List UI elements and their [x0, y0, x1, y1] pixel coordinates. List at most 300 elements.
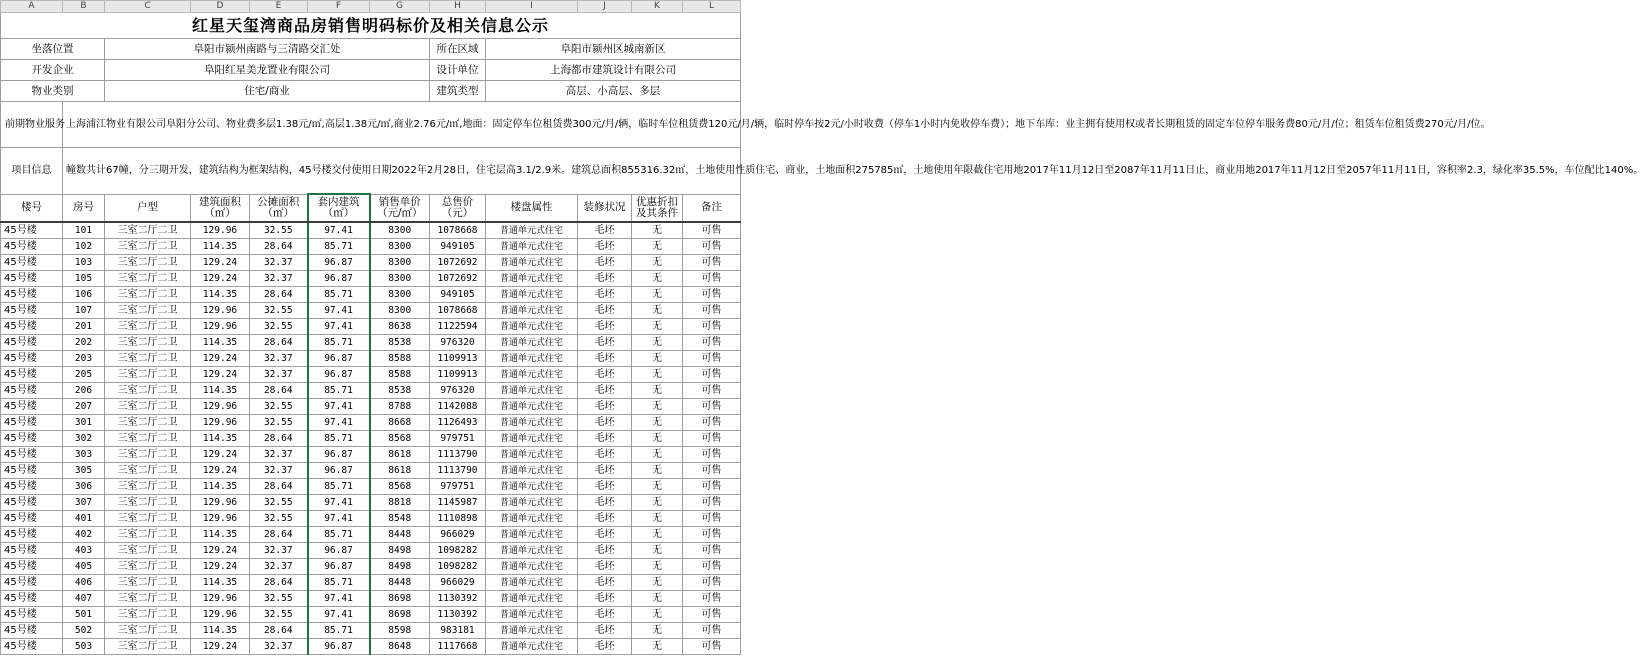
- cell-shared-area[interactable]: 28.64: [250, 383, 308, 399]
- cell-layout[interactable]: 三室二厅二卫: [105, 319, 191, 335]
- cell-shared-area[interactable]: 32.37: [250, 639, 308, 655]
- header-decoration[interactable]: 装修状况: [578, 194, 632, 222]
- cell-shared-area[interactable]: 32.55: [250, 319, 308, 335]
- cell-building[interactable]: 45号楼: [1, 335, 63, 351]
- cell-inner-area[interactable]: 96.87: [308, 351, 370, 367]
- cell-decoration[interactable]: 毛坯: [578, 575, 632, 591]
- header-property-attr[interactable]: 楼盘属性: [486, 194, 578, 222]
- cell-floor-area[interactable]: 129.24: [191, 463, 250, 479]
- cell-inner-area[interactable]: 85.71: [308, 431, 370, 447]
- cell-building[interactable]: 45号楼: [1, 607, 63, 623]
- cell-floor-area[interactable]: 114.35: [191, 335, 250, 351]
- cell-unit-price[interactable]: 8300: [370, 303, 430, 319]
- cell-remark[interactable]: 可售: [683, 222, 741, 239]
- header-inner-area[interactable]: 套内建筑（㎡）: [308, 194, 370, 222]
- cell-total-price[interactable]: 1126493: [430, 415, 486, 431]
- cell-total-price[interactable]: 1078668: [430, 222, 486, 239]
- cell-total-price[interactable]: 1142088: [430, 399, 486, 415]
- cell-shared-area[interactable]: 28.64: [250, 287, 308, 303]
- cell-room[interactable]: 405: [63, 559, 105, 575]
- cell-room[interactable]: 102: [63, 239, 105, 255]
- cell-unit-price[interactable]: 8448: [370, 527, 430, 543]
- cell-discount[interactable]: 无: [632, 383, 683, 399]
- cell-building[interactable]: 45号楼: [1, 431, 63, 447]
- cell-property-attr[interactable]: 普通单元式住宅: [486, 575, 578, 591]
- cell-inner-area[interactable]: 97.41: [308, 415, 370, 431]
- building-type-value[interactable]: 高层、小高层、多层: [486, 81, 741, 102]
- developer-value[interactable]: 阜阳红星美龙置业有限公司: [105, 60, 430, 81]
- cell-shared-area[interactable]: 28.64: [250, 623, 308, 639]
- cell-property-attr[interactable]: 普通单元式住宅: [486, 447, 578, 463]
- cell-discount[interactable]: 无: [632, 495, 683, 511]
- cell-unit-price[interactable]: 8788: [370, 399, 430, 415]
- header-building[interactable]: 楼号: [1, 194, 63, 222]
- cell-discount[interactable]: 无: [632, 222, 683, 239]
- cell-decoration[interactable]: 毛坯: [578, 367, 632, 383]
- cell-property-attr[interactable]: 普通单元式住宅: [486, 367, 578, 383]
- cell-floor-area[interactable]: 129.96: [191, 415, 250, 431]
- cell-remark[interactable]: 可售: [683, 591, 741, 607]
- cell-unit-price[interactable]: 8300: [370, 239, 430, 255]
- cell-total-price[interactable]: 976320: [430, 335, 486, 351]
- cell-total-price[interactable]: 949105: [430, 287, 486, 303]
- cell-total-price[interactable]: 979751: [430, 431, 486, 447]
- cell-shared-area[interactable]: 28.64: [250, 527, 308, 543]
- cell-building[interactable]: 45号楼: [1, 591, 63, 607]
- cell-remark[interactable]: 可售: [683, 335, 741, 351]
- cell-property-attr[interactable]: 普通单元式住宅: [486, 303, 578, 319]
- cell-decoration[interactable]: 毛坯: [578, 255, 632, 271]
- cell-floor-area[interactable]: 114.35: [191, 287, 250, 303]
- cell-shared-area[interactable]: 32.55: [250, 607, 308, 623]
- cell-room[interactable]: 107: [63, 303, 105, 319]
- cell-unit-price[interactable]: 8300: [370, 255, 430, 271]
- cell-total-price[interactable]: 966029: [430, 527, 486, 543]
- cell-layout[interactable]: 三室二厅二卫: [105, 511, 191, 527]
- cell-room[interactable]: 203: [63, 351, 105, 367]
- cell-layout[interactable]: 三室二厅二卫: [105, 415, 191, 431]
- cell-remark[interactable]: 可售: [683, 575, 741, 591]
- cell-building[interactable]: 45号楼: [1, 383, 63, 399]
- cell-shared-area[interactable]: 32.37: [250, 559, 308, 575]
- cell-room[interactable]: 103: [63, 255, 105, 271]
- column-header-E[interactable]: E: [250, 1, 308, 13]
- cell-floor-area[interactable]: 129.96: [191, 607, 250, 623]
- cell-property-attr[interactable]: 普通单元式住宅: [486, 511, 578, 527]
- cell-total-price[interactable]: 1098282: [430, 543, 486, 559]
- cell-remark[interactable]: 可售: [683, 303, 741, 319]
- column-header-J[interactable]: J: [578, 1, 632, 13]
- cell-discount[interactable]: 无: [632, 287, 683, 303]
- cell-room[interactable]: 401: [63, 511, 105, 527]
- cell-shared-area[interactable]: 28.64: [250, 431, 308, 447]
- cell-shared-area[interactable]: 32.55: [250, 303, 308, 319]
- cell-unit-price[interactable]: 8548: [370, 511, 430, 527]
- column-header-I[interactable]: I: [486, 1, 578, 13]
- cell-total-price[interactable]: 976320: [430, 383, 486, 399]
- district-label[interactable]: 所在区域: [430, 39, 486, 60]
- header-discount[interactable]: 优惠折扣及其条件: [632, 194, 683, 222]
- cell-floor-area[interactable]: 114.35: [191, 431, 250, 447]
- cell-layout[interactable]: 三室二厅二卫: [105, 303, 191, 319]
- project-label[interactable]: 项目信息: [1, 148, 63, 195]
- cell-remark[interactable]: 可售: [683, 479, 741, 495]
- column-header-F[interactable]: F: [308, 1, 370, 13]
- cell-room[interactable]: 302: [63, 431, 105, 447]
- cell-total-price[interactable]: 1130392: [430, 607, 486, 623]
- cell-building[interactable]: 45号楼: [1, 303, 63, 319]
- column-header-G[interactable]: G: [370, 1, 430, 13]
- cell-remark[interactable]: 可售: [683, 543, 741, 559]
- service-label[interactable]: 前期物业服务: [1, 102, 63, 148]
- cell-layout[interactable]: 三室二厅二卫: [105, 383, 191, 399]
- cell-property-attr[interactable]: 普通单元式住宅: [486, 271, 578, 287]
- cell-discount[interactable]: 无: [632, 479, 683, 495]
- cell-shared-area[interactable]: 32.55: [250, 222, 308, 239]
- cell-remark[interactable]: 可售: [683, 495, 741, 511]
- service-value[interactable]: 上海浦江物业有限公司阜阳分公司、物业费多层1.38元/㎡,高层1.38元/㎡,商业2.76元/㎡,地面：固定停车位租赁费300元/月/辆，临时车位租赁费120元/月/辆，临时停车按2元/小时收费（停车1小时内免收停车费）；地下车库：业主拥有使用权或者长期租赁的固定车位停车服务费80元/月/位；租赁车位租赁费270元/月/位。: [63, 102, 741, 148]
- cell-inner-area[interactable]: 85.71: [308, 287, 370, 303]
- cell-discount[interactable]: 无: [632, 559, 683, 575]
- cell-discount[interactable]: 无: [632, 239, 683, 255]
- cell-room[interactable]: 303: [63, 447, 105, 463]
- cell-remark[interactable]: 可售: [683, 271, 741, 287]
- cell-room[interactable]: 502: [63, 623, 105, 639]
- cell-layout[interactable]: 三室二厅二卫: [105, 591, 191, 607]
- cell-total-price[interactable]: 1130392: [430, 591, 486, 607]
- cell-floor-area[interactable]: 129.24: [191, 447, 250, 463]
- cell-total-price[interactable]: 1113790: [430, 463, 486, 479]
- cell-building[interactable]: 45号楼: [1, 319, 63, 335]
- cell-discount[interactable]: 无: [632, 271, 683, 287]
- cell-decoration[interactable]: 毛坯: [578, 447, 632, 463]
- cell-layout[interactable]: 三室二厅二卫: [105, 559, 191, 575]
- cell-room[interactable]: 407: [63, 591, 105, 607]
- cell-total-price[interactable]: 949105: [430, 239, 486, 255]
- cell-remark[interactable]: 可售: [683, 367, 741, 383]
- cell-inner-area[interactable]: 85.71: [308, 239, 370, 255]
- cell-layout[interactable]: 三室二厅二卫: [105, 351, 191, 367]
- cell-floor-area[interactable]: 129.96: [191, 303, 250, 319]
- cell-shared-area[interactable]: 32.37: [250, 447, 308, 463]
- cell-remark[interactable]: 可售: [683, 447, 741, 463]
- cell-building[interactable]: 45号楼: [1, 222, 63, 239]
- cell-decoration[interactable]: 毛坯: [578, 303, 632, 319]
- cell-building[interactable]: 45号楼: [1, 287, 63, 303]
- cell-total-price[interactable]: 1078668: [430, 303, 486, 319]
- cell-layout[interactable]: 三室二厅二卫: [105, 399, 191, 415]
- cell-decoration[interactable]: 毛坯: [578, 383, 632, 399]
- property-type-value[interactable]: 住宅/商业: [105, 81, 430, 102]
- cell-total-price[interactable]: 966029: [430, 575, 486, 591]
- cell-room[interactable]: 301: [63, 415, 105, 431]
- cell-floor-area[interactable]: 129.96: [191, 399, 250, 415]
- cell-total-price[interactable]: 1122594: [430, 319, 486, 335]
- cell-layout[interactable]: 三室二厅二卫: [105, 367, 191, 383]
- cell-property-attr[interactable]: 普通单元式住宅: [486, 287, 578, 303]
- header-shared-area[interactable]: 公摊面积（㎡）: [250, 194, 308, 222]
- property-type-label[interactable]: 物业类别: [1, 81, 105, 102]
- cell-room[interactable]: 402: [63, 527, 105, 543]
- cell-unit-price[interactable]: 8300: [370, 287, 430, 303]
- cell-decoration[interactable]: 毛坯: [578, 623, 632, 639]
- cell-layout[interactable]: 三室二厅二卫: [105, 623, 191, 639]
- cell-discount[interactable]: 无: [632, 399, 683, 415]
- column-header-C[interactable]: C: [105, 1, 191, 13]
- cell-unit-price[interactable]: 8568: [370, 479, 430, 495]
- cell-room[interactable]: 206: [63, 383, 105, 399]
- cell-room[interactable]: 202: [63, 335, 105, 351]
- cell-room[interactable]: 205: [63, 367, 105, 383]
- cell-property-attr[interactable]: 普通单元式住宅: [486, 383, 578, 399]
- cell-shared-area[interactable]: 32.55: [250, 415, 308, 431]
- header-unit-price[interactable]: 销售单价（元/㎡）: [370, 194, 430, 222]
- cell-unit-price[interactable]: 8648: [370, 639, 430, 655]
- cell-building[interactable]: 45号楼: [1, 559, 63, 575]
- cell-shared-area[interactable]: 32.37: [250, 367, 308, 383]
- cell-decoration[interactable]: 毛坯: [578, 351, 632, 367]
- cell-unit-price[interactable]: 8300: [370, 222, 430, 239]
- cell-decoration[interactable]: 毛坯: [578, 463, 632, 479]
- cell-property-attr[interactable]: 普通单元式住宅: [486, 495, 578, 511]
- cell-discount[interactable]: 无: [632, 351, 683, 367]
- cell-inner-area[interactable]: 96.87: [308, 559, 370, 575]
- cell-layout[interactable]: 三室二厅二卫: [105, 527, 191, 543]
- cell-property-attr[interactable]: 普通单元式住宅: [486, 255, 578, 271]
- cell-property-attr[interactable]: 普通单元式住宅: [486, 607, 578, 623]
- cell-unit-price[interactable]: 8588: [370, 351, 430, 367]
- cell-layout[interactable]: 三室二厅二卫: [105, 271, 191, 287]
- cell-inner-area[interactable]: 97.41: [308, 303, 370, 319]
- cell-floor-area[interactable]: 129.24: [191, 271, 250, 287]
- cell-shared-area[interactable]: 32.37: [250, 271, 308, 287]
- cell-inner-area[interactable]: 96.87: [308, 367, 370, 383]
- cell-building[interactable]: 45号楼: [1, 271, 63, 287]
- cell-discount[interactable]: 无: [632, 367, 683, 383]
- cell-remark[interactable]: 可售: [683, 399, 741, 415]
- cell-shared-area[interactable]: 32.37: [250, 463, 308, 479]
- cell-inner-area[interactable]: 85.71: [308, 479, 370, 495]
- cell-shared-area[interactable]: 28.64: [250, 575, 308, 591]
- cell-decoration[interactable]: 毛坯: [578, 527, 632, 543]
- cell-floor-area[interactable]: 129.24: [191, 255, 250, 271]
- cell-building[interactable]: 45号楼: [1, 527, 63, 543]
- cell-unit-price[interactable]: 8698: [370, 607, 430, 623]
- cell-layout[interactable]: 三室二厅二卫: [105, 543, 191, 559]
- cell-inner-area[interactable]: 96.87: [308, 271, 370, 287]
- cell-decoration[interactable]: 毛坯: [578, 591, 632, 607]
- cell-unit-price[interactable]: 8538: [370, 335, 430, 351]
- cell-shared-area[interactable]: 28.64: [250, 335, 308, 351]
- header-remark[interactable]: 备注: [683, 194, 741, 222]
- cell-floor-area[interactable]: 129.24: [191, 543, 250, 559]
- column-header-B[interactable]: B: [63, 1, 105, 13]
- cell-building[interactable]: 45号楼: [1, 351, 63, 367]
- location-value[interactable]: 阜阳市颍州南路与三清路交汇处: [105, 39, 430, 60]
- cell-discount[interactable]: 无: [632, 575, 683, 591]
- cell-room[interactable]: 503: [63, 639, 105, 655]
- cell-room[interactable]: 101: [63, 222, 105, 239]
- cell-building[interactable]: 45号楼: [1, 623, 63, 639]
- cell-unit-price[interactable]: 8538: [370, 383, 430, 399]
- cell-building[interactable]: 45号楼: [1, 511, 63, 527]
- cell-room[interactable]: 307: [63, 495, 105, 511]
- cell-discount[interactable]: 无: [632, 431, 683, 447]
- cell-room[interactable]: 403: [63, 543, 105, 559]
- cell-decoration[interactable]: 毛坯: [578, 431, 632, 447]
- cell-unit-price[interactable]: 8668: [370, 415, 430, 431]
- cell-shared-area[interactable]: 32.37: [250, 351, 308, 367]
- cell-layout[interactable]: 三室二厅二卫: [105, 447, 191, 463]
- cell-building[interactable]: 45号楼: [1, 447, 63, 463]
- cell-layout[interactable]: 三室二厅二卫: [105, 287, 191, 303]
- designer-label[interactable]: 设计单位: [430, 60, 486, 81]
- cell-unit-price[interactable]: 8588: [370, 367, 430, 383]
- cell-discount[interactable]: 无: [632, 255, 683, 271]
- cell-building[interactable]: 45号楼: [1, 367, 63, 383]
- cell-building[interactable]: 45号楼: [1, 543, 63, 559]
- cell-unit-price[interactable]: 8698: [370, 591, 430, 607]
- cell-decoration[interactable]: 毛坯: [578, 639, 632, 655]
- cell-floor-area[interactable]: 129.96: [191, 222, 250, 239]
- cell-floor-area[interactable]: 129.24: [191, 367, 250, 383]
- cell-unit-price[interactable]: 8638: [370, 319, 430, 335]
- cell-decoration[interactable]: 毛坯: [578, 239, 632, 255]
- cell-property-attr[interactable]: 普通单元式住宅: [486, 559, 578, 575]
- cell-floor-area[interactable]: 129.96: [191, 319, 250, 335]
- cell-discount[interactable]: 无: [632, 415, 683, 431]
- cell-remark[interactable]: 可售: [683, 415, 741, 431]
- cell-property-attr[interactable]: 普通单元式住宅: [486, 543, 578, 559]
- cell-layout[interactable]: 三室二厅二卫: [105, 239, 191, 255]
- designer-value[interactable]: 上海都市建筑设计有限公司: [486, 60, 741, 81]
- cell-floor-area[interactable]: 114.35: [191, 623, 250, 639]
- cell-inner-area[interactable]: 97.41: [308, 607, 370, 623]
- cell-remark[interactable]: 可售: [683, 351, 741, 367]
- cell-layout[interactable]: 三室二厅二卫: [105, 639, 191, 655]
- cell-building[interactable]: 45号楼: [1, 495, 63, 511]
- cell-remark[interactable]: 可售: [683, 383, 741, 399]
- column-header-H[interactable]: H: [430, 1, 486, 13]
- cell-total-price[interactable]: 1109913: [430, 367, 486, 383]
- cell-building[interactable]: 45号楼: [1, 255, 63, 271]
- cell-inner-area[interactable]: 85.71: [308, 335, 370, 351]
- cell-decoration[interactable]: 毛坯: [578, 319, 632, 335]
- cell-total-price[interactable]: 1072692: [430, 271, 486, 287]
- cell-property-attr[interactable]: 普通单元式住宅: [486, 431, 578, 447]
- cell-shared-area[interactable]: 32.55: [250, 495, 308, 511]
- cell-total-price[interactable]: 1098282: [430, 559, 486, 575]
- cell-layout[interactable]: 三室二厅二卫: [105, 335, 191, 351]
- cell-unit-price[interactable]: 8448: [370, 575, 430, 591]
- cell-unit-price[interactable]: 8618: [370, 447, 430, 463]
- cell-discount[interactable]: 无: [632, 543, 683, 559]
- cell-inner-area[interactable]: 85.71: [308, 527, 370, 543]
- cell-unit-price[interactable]: 8568: [370, 431, 430, 447]
- cell-total-price[interactable]: 1145987: [430, 495, 486, 511]
- cell-decoration[interactable]: 毛坯: [578, 415, 632, 431]
- cell-building[interactable]: 45号楼: [1, 575, 63, 591]
- cell-shared-area[interactable]: 32.55: [250, 511, 308, 527]
- cell-discount[interactable]: 无: [632, 607, 683, 623]
- cell-discount[interactable]: 无: [632, 511, 683, 527]
- cell-unit-price[interactable]: 8818: [370, 495, 430, 511]
- cell-decoration[interactable]: 毛坯: [578, 399, 632, 415]
- cell-unit-price[interactable]: 8498: [370, 543, 430, 559]
- cell-property-attr[interactable]: 普通单元式住宅: [486, 335, 578, 351]
- cell-building[interactable]: 45号楼: [1, 415, 63, 431]
- column-header-K[interactable]: K: [632, 1, 683, 13]
- sheet-title[interactable]: 红星天玺湾商品房销售明码标价及相关信息公示: [1, 13, 741, 39]
- cell-remark[interactable]: 可售: [683, 319, 741, 335]
- cell-discount[interactable]: 无: [632, 639, 683, 655]
- cell-total-price[interactable]: 1110898: [430, 511, 486, 527]
- cell-inner-area[interactable]: 97.41: [308, 495, 370, 511]
- cell-remark[interactable]: 可售: [683, 255, 741, 271]
- cell-discount[interactable]: 无: [632, 591, 683, 607]
- cell-floor-area[interactable]: 114.35: [191, 383, 250, 399]
- cell-total-price[interactable]: 1113790: [430, 447, 486, 463]
- cell-decoration[interactable]: 毛坯: [578, 335, 632, 351]
- cell-decoration[interactable]: 毛坯: [578, 479, 632, 495]
- cell-decoration[interactable]: 毛坯: [578, 511, 632, 527]
- cell-floor-area[interactable]: 129.24: [191, 639, 250, 655]
- cell-room[interactable]: 106: [63, 287, 105, 303]
- cell-discount[interactable]: 无: [632, 335, 683, 351]
- cell-building[interactable]: 45号楼: [1, 639, 63, 655]
- cell-discount[interactable]: 无: [632, 303, 683, 319]
- cell-unit-price[interactable]: 8498: [370, 559, 430, 575]
- cell-unit-price[interactable]: 8598: [370, 623, 430, 639]
- cell-property-attr[interactable]: 普通单元式住宅: [486, 639, 578, 655]
- cell-layout[interactable]: 三室二厅二卫: [105, 495, 191, 511]
- cell-layout[interactable]: 三室二厅二卫: [105, 222, 191, 239]
- cell-floor-area[interactable]: 114.35: [191, 239, 250, 255]
- cell-property-attr[interactable]: 普通单元式住宅: [486, 399, 578, 415]
- cell-floor-area[interactable]: 114.35: [191, 527, 250, 543]
- cell-room[interactable]: 306: [63, 479, 105, 495]
- cell-room[interactable]: 105: [63, 271, 105, 287]
- cell-remark[interactable]: 可售: [683, 527, 741, 543]
- cell-room[interactable]: 201: [63, 319, 105, 335]
- cell-layout[interactable]: 三室二厅二卫: [105, 479, 191, 495]
- cell-total-price[interactable]: 1109913: [430, 351, 486, 367]
- cell-property-attr[interactable]: 普通单元式住宅: [486, 239, 578, 255]
- cell-total-price[interactable]: 1117668: [430, 639, 486, 655]
- cell-decoration[interactable]: 毛坯: [578, 495, 632, 511]
- cell-inner-area[interactable]: 96.87: [308, 447, 370, 463]
- cell-discount[interactable]: 无: [632, 463, 683, 479]
- cell-inner-area[interactable]: 96.87: [308, 639, 370, 655]
- cell-layout[interactable]: 三室二厅二卫: [105, 255, 191, 271]
- cell-room[interactable]: 501: [63, 607, 105, 623]
- cell-remark[interactable]: 可售: [683, 239, 741, 255]
- cell-room[interactable]: 305: [63, 463, 105, 479]
- cell-building[interactable]: 45号楼: [1, 479, 63, 495]
- cell-shared-area[interactable]: 32.55: [250, 399, 308, 415]
- cell-property-attr[interactable]: 普通单元式住宅: [486, 463, 578, 479]
- cell-floor-area[interactable]: 114.35: [191, 479, 250, 495]
- header-layout[interactable]: 户型: [105, 194, 191, 222]
- cell-decoration[interactable]: 毛坯: [578, 287, 632, 303]
- header-total-price[interactable]: 总售价（元）: [430, 194, 486, 222]
- cell-discount[interactable]: 无: [632, 319, 683, 335]
- cell-remark[interactable]: 可售: [683, 287, 741, 303]
- cell-inner-area[interactable]: 97.41: [308, 319, 370, 335]
- cell-remark[interactable]: 可售: [683, 607, 741, 623]
- cell-floor-area[interactable]: 129.96: [191, 511, 250, 527]
- header-room[interactable]: 房号: [63, 194, 105, 222]
